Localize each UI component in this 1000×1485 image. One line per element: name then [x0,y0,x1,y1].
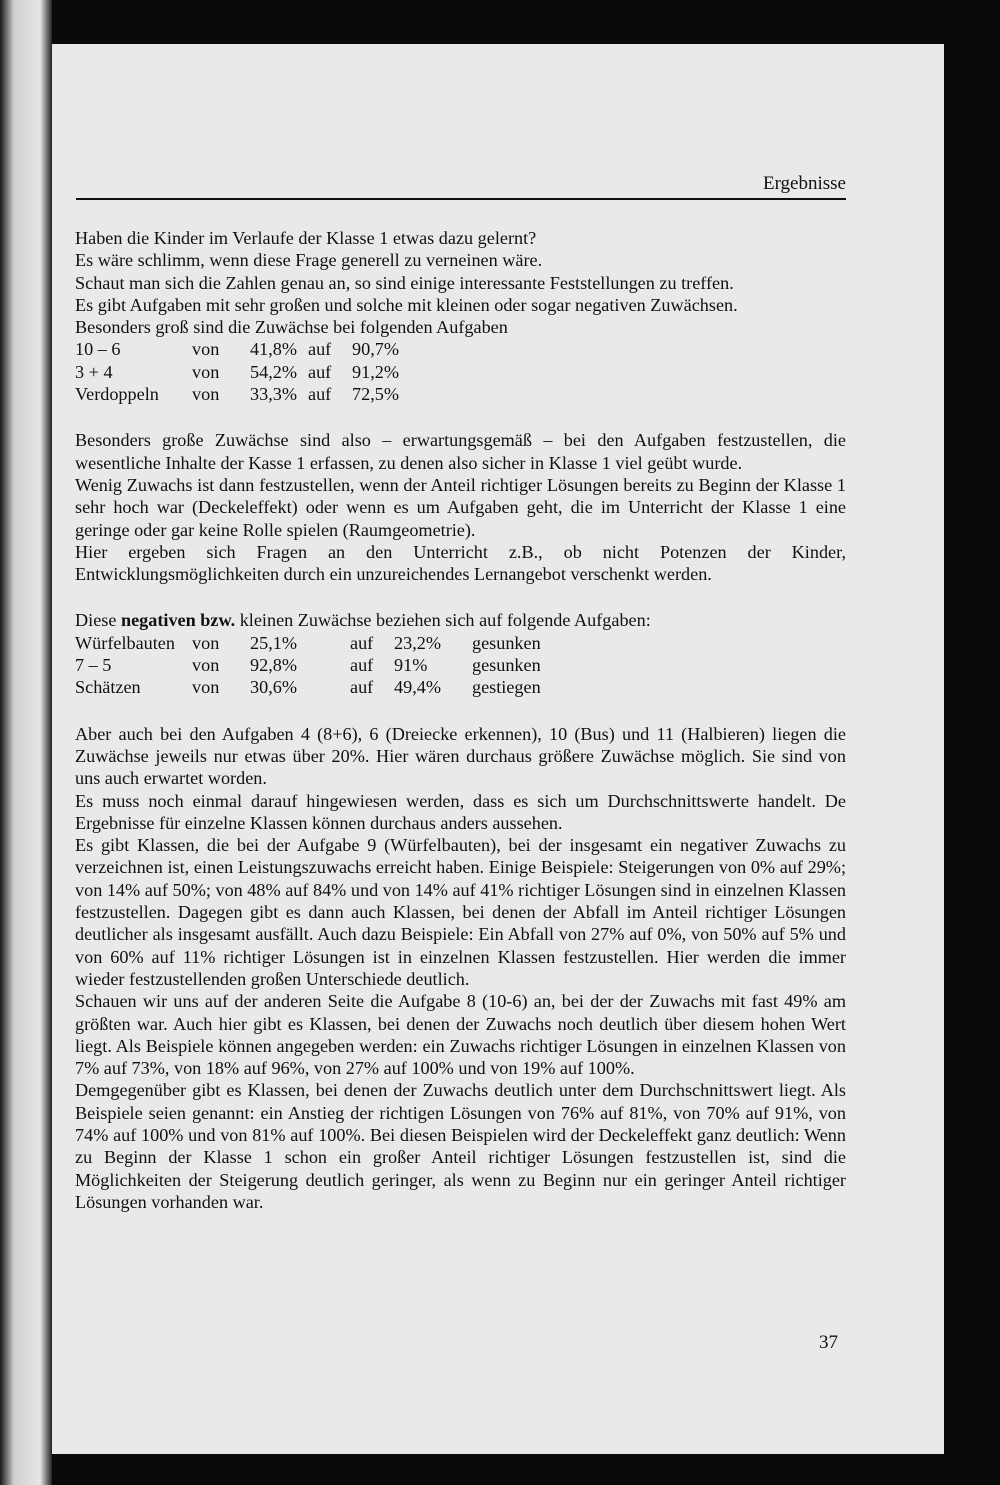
spacer [75,585,846,609]
paragraph-large-growth: Besonders große Zuwächse sind also – erwartungsgemäß – bei den Aufgaben festzustellen, die wesentliche Inhalte der Kasse 1 erfassen, zu denen also sicher in Klasse 1 viel geübt wurde. [75,430,846,473]
from-value: 30,6% [250,677,297,698]
page-number: 37 [819,1332,838,1353]
book-binding-edge [0,0,52,1485]
growth-table [75,338,399,405]
from-word: von [192,655,220,676]
to-value: 49,4% [394,677,441,698]
from-value: 54,2% [250,361,297,382]
negative-intro [75,609,846,631]
table-row [75,676,541,698]
from-word: von [192,339,220,360]
to-value: 23,2% [394,632,441,653]
book-page [52,44,944,1454]
to-word: auf [350,655,374,676]
negative-table [75,632,541,699]
paragraph-twenty-percent: Aber auch bei den Aufgaben 4 (8+6), 6 (Dreiecke erkennen), 10 (Bus) und 11 (Halbieren) liegen die Zuwächse jeweils nur etwas über 20%. Hier wären durchaus größere Zuwächse möglich. Sie sind von uns auch erwartet worden. [75,723,846,789]
task-name: Verdoppeln [75,384,159,405]
section-title: Ergebnisse [762,173,846,194]
task-name: Schätzen [75,677,141,698]
trend: gesunken [472,655,541,676]
to-value: 91% [394,655,428,676]
from-word: von [192,677,220,698]
negative-intro-after: kleinen Zuwächse beziehen sich auf folgende Aufgaben: [235,610,651,631]
to-word: auf [308,361,332,382]
intro-line-3: Schaut man sich die Zahlen genau an, so sind einige interessante Feststellungen zu treffen. [75,272,734,293]
running-header [76,168,846,200]
trend: gestiegen [472,677,541,698]
to-word: auf [350,632,374,653]
intro-line-5: Besonders groß sind die Zuwächse bei folgenden Aufgaben [75,317,508,338]
task-name: 10 – 6 [75,339,121,360]
from-word: von [192,632,220,653]
task-name: 3 + 4 [75,361,113,382]
to-word: auf [308,339,332,360]
negative-intro-before: Diese [75,610,121,631]
to-word: auf [350,677,374,698]
page-body [75,227,846,1213]
paragraph-task-8: Schauen wir uns auf der anderen Seite die Aufgabe 8 (10-6) an, bei der der Zuwachs mit fast 49% am größten war. Auch hier gibt es Klassen, bei denen der Zuwachs noch deutlich über diesem hohen Wert liegt. Als Beispiele können angegeben werden: ein Zuwachs richtiger Lösungen in einzelnen Klassen von 7% auf 73%, von 18% auf 96%, von 27% auf 100% und von 19% auf 100%. [75,991,846,1079]
table-row [75,632,541,654]
from-value: 25,1% [250,632,297,653]
paragraph-contrast: Demgegenüber gibt es Klassen, bei denen der Zuwachs deutlich unter dem Durchschnittswert liegt. Als Beispiele seien genannt: ein Anstieg der richtigen Lösungen von 76% auf 81%, von 70% auf 91%, von 74% auf 100% und von 81% auf 100%. Bei diesen Beispielen wird der Deckeleffekt ganz deutlich: Wenn zu Beginn der Klasse 1 schon ein großer Anteil richtiger Lösungen festzustellen ist, sind die Möglichkeiten der Steigerung deutlich geringer, als wenn zu Beginn nur ein geringer Anteil richtiger Lösungen vorhanden war. [75,1080,846,1212]
from-word: von [192,361,220,382]
from-value: 41,8% [250,339,297,360]
from-word: von [192,384,220,405]
table-row [75,654,541,676]
task-name: Würfelbauten [75,632,175,653]
task-name: 7 – 5 [75,655,112,676]
to-word: auf [308,384,332,405]
negative-intro-bold: negativen bzw. [120,610,236,631]
intro-line-4: Es gibt Aufgaben mit sehr großen und solche mit kleinen oder sogar negativen Zuwächsen. [75,294,738,315]
to-value: 72,5% [352,384,399,405]
table-row [75,361,399,383]
trend: gesunken [472,632,541,653]
paragraph-small-growth: Wenig Zuwachs ist dann festzustellen, wenn der Anteil richtiger Lösungen bereits zu Beginn der Klasse 1 sehr hoch war (Deckeleffekt) oder wenn es um Aufgaben geht, die im Unterricht der Klasse 1 eine geringe oder gar keine Rolle spielen (Raumgeometrie). [75,474,846,540]
intro-line-2: Es wäre schlimm, wenn diese Frage generell zu verneinen wäre. [75,250,543,271]
spacer [75,405,846,429]
intro-line-1: Haben die Kinder im Verlaufe der Klasse 1 etwas dazu gelernt? [75,228,537,248]
paragraph-average: Es muss noch einmal darauf hingewiesen werden, dass es sich um Durchschnittswerte handelt. De Ergebnisse für einzelne Klassen können durchaus anders aussehen. [75,790,846,833]
table-row [75,383,399,405]
paragraph-classes: Es gibt Klassen, die bei der Aufgabe 9 (Würfelbauten), bei der insgesamt ein negativer Zuwachs zu verzeichnen ist, einen Leistungszuwachs erreicht haben. Einige Beispiele: Steigerungen von 0% auf 29%; von 14% auf 50%; von 48% auf 84% und von 14% auf 41% richtiger Lösungen sind in einzelnen Klassen festzustellen. Dagegen gibt es dann auch Klassen, bei denen der Abfall im Anteil richtiger Lösungen deutlicher als insgesamt ausfällt. Auch dazu Beispiele: Ein Abfall von 27% auf 0%, von 50% auf 5% und von 60% auf 11% richtiger Lösungen ist in einzelnen Klassen festzustellen. Hier werden die immer wieder festzustellenden großen Unterschiede deutlich. [75,835,846,989]
table-row [75,338,399,360]
to-value: 91,2% [352,361,399,382]
from-value: 92,8% [250,655,297,676]
paragraph-questions: Hier ergeben sich Fragen an den Unterricht z.B., ob nicht Potenzen der Kinder, Entwicklungsmöglichkeiten durch ein unzureichendes Lernangebot verschenkt werden. [75,541,846,585]
from-value: 33,3% [250,384,297,405]
spacer [75,699,846,723]
to-value: 90,7% [352,339,399,360]
